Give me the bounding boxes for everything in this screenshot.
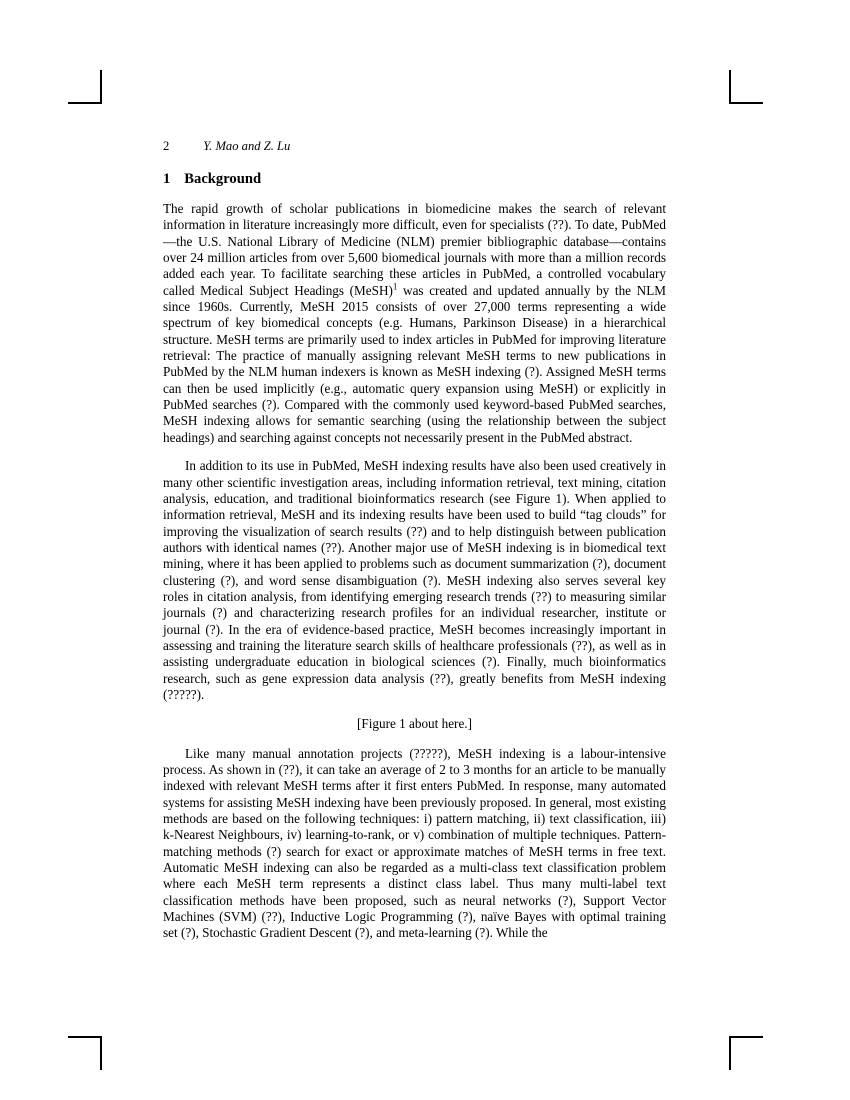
paragraph-automated-indexing: Like many manual annotation projects (?????), MeSH indexing is a labour-intensive process. As shown in (??), it can take an average of 2 to 3 months for an article to be manually indexed with relevant MeSH terms after it first enters PubMed. In response, many automated systems for assisting MeSH indexing have been previously proposed. In general, most existing methods are based on the following techniques: i) pattern matching, ii) text classification, iii) k-Nearest Neighbours, iv) learning-to-rank, or v) combination of multiple techniques. Pattern-matching methods (?) search for exact or approximate matches of MeSH terms in free text. Automatic MeSH indexing can also be regarded as a multi-class text classification problem where each MeSH term represents a distinct class label. Thus many multi-label text classification methods have been proposed, such as neural networks (?), Support Vector Machines (SVM) (??), Inductive Logic Programming (?), naïve Bayes with optimal training set (?), Stochastic Gradient Descent (?), and meta-learning (?). While the	[163, 745, 666, 941]
figure-placeholder-note: [Figure 1 about here.]	[357, 716, 472, 732]
page-text-block	[163, 138, 666, 942]
crop-mark-vertical-rule	[729, 1036, 731, 1070]
crop-mark-vertical-rule	[100, 1036, 102, 1070]
paragraph-mesh-applications: In addition to its use in PubMed, MeSH indexing results have also been used creatively in many other scientific investigation areas, including information retrieval, text mining, citation analysis, education, and traditional bioinformatics research (see Figure 1). When applied to information retrieval, MeSH and its indexing results have been used to build “tag clouds” for improving the visualization of search results (??) and to help distinguish between publication authors with identical names (??). Another major use of MeSH indexing is in biomedical text mining, where it has been applied to problems such as document summarization (?), document clustering (?), and word sense disambiguation (?). MeSH indexing also serves several key roles in citation analysis, from identifying emerging research trends (??) to measuring similar journals (?) and characterizing research profiles for an individual researcher, institute or journal (?). In the era of evidence-based practice, MeSH becomes increasingly important in assessing and training the literature search skills of healthcare professionals (??), as well as in assisting undergraduate education in biological sciences (?). Finally, much bioinformatics research, such as gene expression data analysis (??), greatly benefits from MeSH indexing (?????).	[163, 458, 666, 702]
crop-mark-horizontal-rule	[68, 1036, 102, 1038]
paragraph-text-part-1: The rapid growth of scholar publications in biomedicine makes the search of relevant information in literature increasingly more difficult, even for specialists (??). To date, PubMed—the U.S. National Library of Medicine (NLM) premier bibliographic database—contains over 24 million articles from over 5,600 biomedical journals with more than a million records added each year. To facilitate searching these articles in PubMed, a controlled vocabulary called Medical Subject Headings (MeSH)	[163, 201, 666, 298]
crop-mark-horizontal-rule	[68, 102, 102, 104]
crop-mark-vertical-rule	[100, 70, 102, 104]
crop-mark-top-left	[68, 70, 102, 104]
crop-mark-bottom-left	[68, 1036, 102, 1070]
running-head	[163, 138, 666, 154]
footnote-marker: 1	[392, 281, 398, 292]
paragraph-text-part-2: was created and updated annually by the NLM since 1960s. Currently, MeSH 2015 consists of over 27,000 terms representing a wide spectrum of key biomedical concepts (e.g. Humans, Parkinson Disease) in a hierarchical structure. MeSH terms are primarily used to index articles in PubMed for improving literature retrieval: The practice of manually assigning relevant MeSH terms to new publications in PubMed by the NLM human indexers is known as MeSH indexing (?). Assigned MeSH terms can then be used implicitly (e.g., automatic query expansion using MeSH) or explicitly in PubMed searches (?). Compared with the commonly used keyword-based PubMed searches, MeSH indexing allows for semantic searching (using the relationship between the subject headings) and searching against concepts not necessarily present in the PubMed abstract.	[163, 282, 666, 445]
crop-mark-bottom-right	[729, 1036, 763, 1070]
section-title: Background	[184, 171, 262, 187]
section-heading	[163, 170, 666, 188]
running-head-authors: Y. Mao and Z. Lu	[203, 139, 291, 153]
crop-mark-top-right	[729, 70, 763, 104]
crop-mark-vertical-rule	[729, 70, 731, 104]
section-number: 1	[163, 171, 171, 187]
crop-mark-horizontal-rule	[729, 1036, 763, 1038]
crop-mark-horizontal-rule	[729, 102, 763, 104]
paragraph-background-intro	[163, 201, 666, 446]
page-number: 2	[163, 139, 170, 153]
